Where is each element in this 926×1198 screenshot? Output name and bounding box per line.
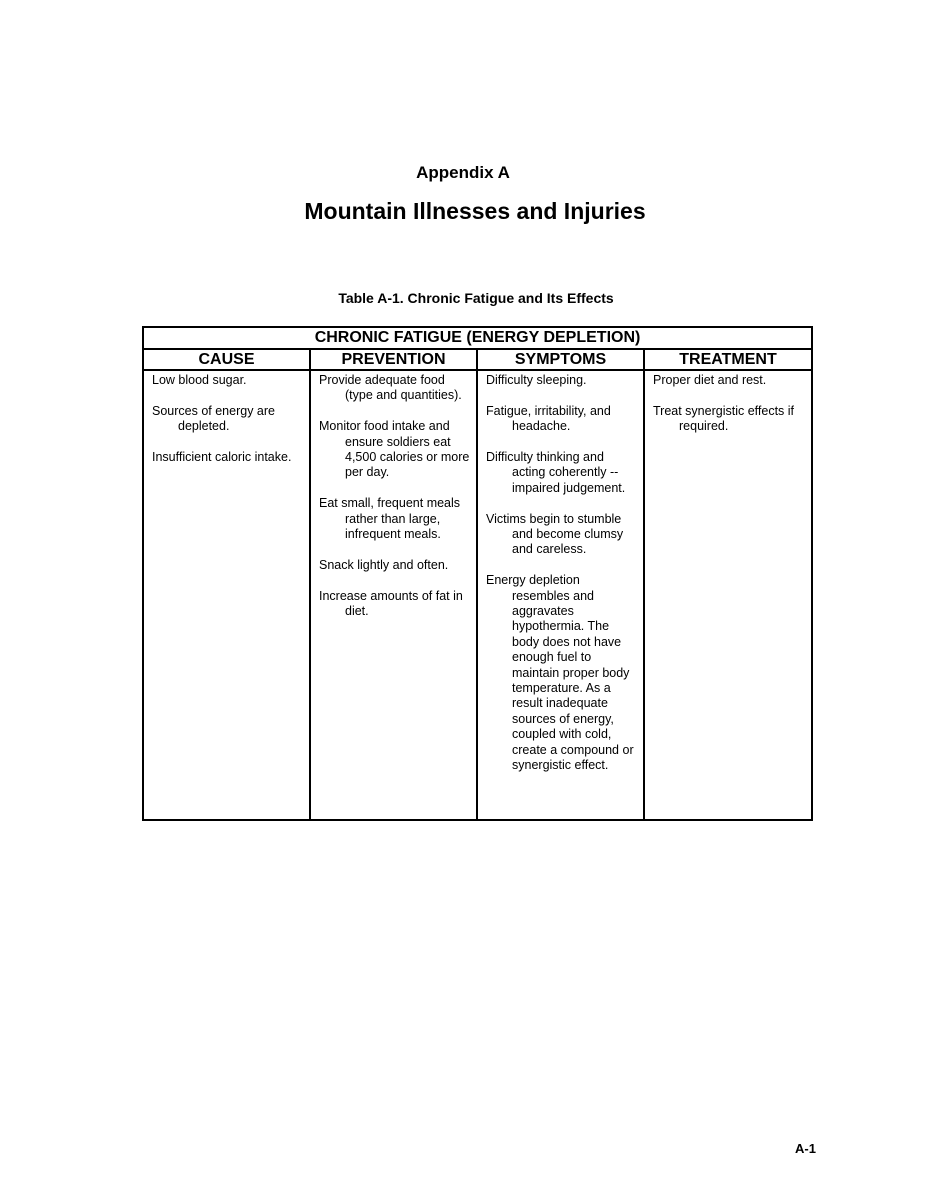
column-header-symptoms: SYMPTOMS bbox=[477, 349, 644, 370]
symptoms-cell bbox=[477, 370, 644, 820]
prevention-entry: Monitor food intake and ensure soldiers eat 4,500 calories or more per day. bbox=[319, 419, 470, 480]
symptom-entry: Victims begin to stumble and become clumsy and careless. bbox=[486, 511, 624, 557]
column-header-prevention: PREVENTION bbox=[310, 349, 477, 370]
table-heading-row bbox=[143, 327, 812, 349]
treatment-entry: Treat synergistic effects if required. bbox=[653, 403, 795, 434]
page-title: Mountain Illnesses and Injuries bbox=[304, 198, 646, 224]
column-header-row bbox=[143, 349, 812, 370]
table-heading: CHRONIC FATIGUE (ENERGY DEPLETION) bbox=[143, 327, 812, 349]
treatment-cell bbox=[644, 370, 812, 820]
chronic-fatigue-table bbox=[142, 326, 811, 821]
symptom-entry: Energy depletion resembles and aggravates hypothermia. The body does not have enough fuel to maintain proper body temperature. As a result inadequate sources of energy, coupled with cold, create a compound or synergistic effect. bbox=[486, 573, 634, 773]
cause-entry: Sources of energy are depleted. bbox=[152, 403, 275, 434]
symptom-entry: Difficulty thinking and acting coherently -- impaired judgement. bbox=[486, 450, 626, 495]
treatment-entry: Proper diet and rest. bbox=[653, 373, 767, 387]
prevention-entry: Snack lightly and often. bbox=[319, 557, 449, 572]
appendix-label: Appendix A bbox=[416, 163, 510, 182]
cause-entry: Low blood sugar. bbox=[152, 373, 247, 387]
table-caption: Table A-1. Chronic Fatigue and Its Effects bbox=[338, 290, 614, 306]
symptom-entry: Fatigue, irritability, and headache. bbox=[486, 403, 611, 434]
prevention-entry: Increase amounts of fat in diet. bbox=[319, 588, 463, 619]
table-row bbox=[143, 370, 812, 820]
table-grid bbox=[142, 326, 813, 821]
cause-cell bbox=[143, 370, 310, 820]
column-header-cause: CAUSE bbox=[143, 349, 310, 370]
prevention-entry: Eat small, frequent meals rather than large, infrequent meals. bbox=[319, 496, 461, 542]
prevention-entry: Provide adequate food (type and quantities). bbox=[319, 373, 462, 403]
cause-entry: Insufficient caloric intake. bbox=[152, 450, 292, 464]
column-header-treatment: TREATMENT bbox=[644, 349, 812, 370]
prevention-cell bbox=[310, 370, 477, 820]
symptom-entry: Difficulty sleeping. bbox=[486, 373, 587, 387]
page-number: A-1 bbox=[795, 1141, 816, 1156]
